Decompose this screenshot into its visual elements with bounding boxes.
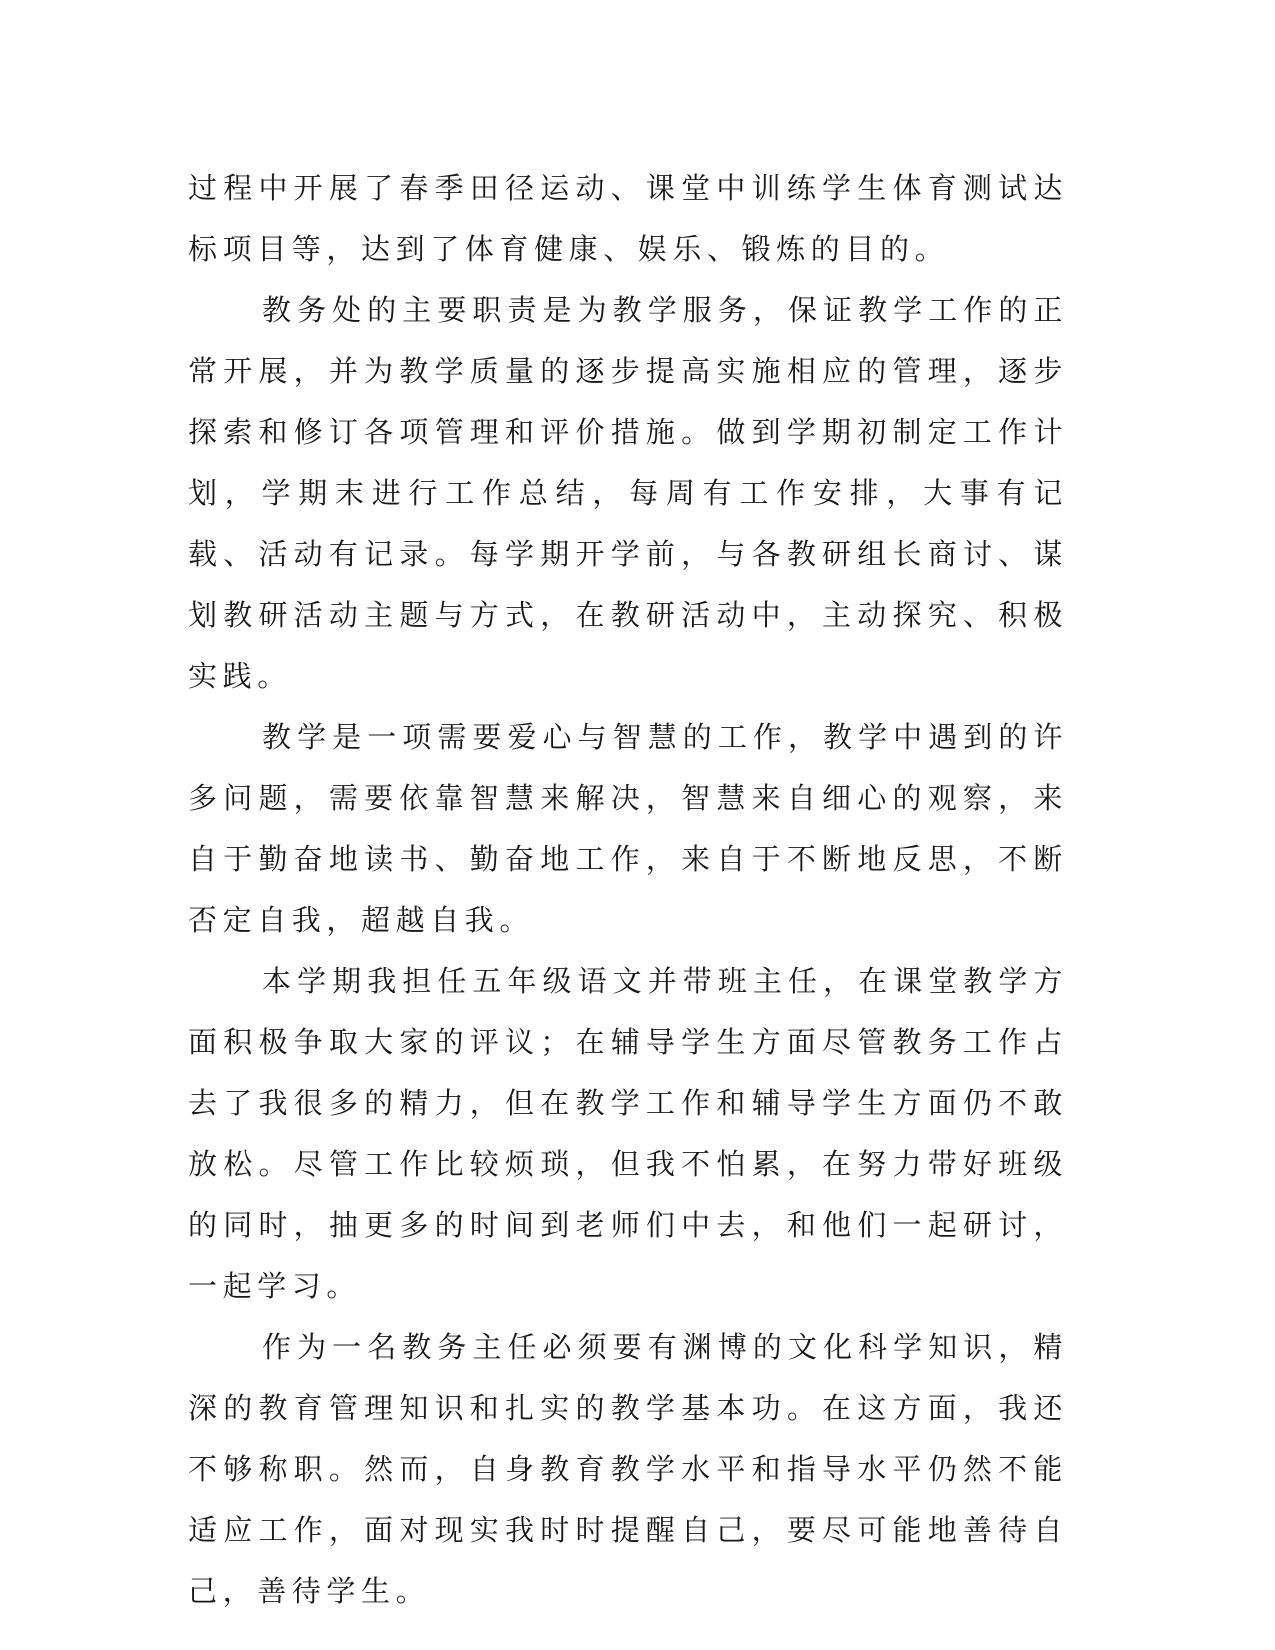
paragraph-2: 教务处的主要职责是为教学服务，保证教学工作的正常开展，并为教学质量的逐步提高实施相应的管理，逐步探索和修订各项管理和评价措施。做到学期初制定工作计划，学期末进行工作总结，每周有工作安排，大事有记载、活动有记录。每学期开学前，与各教研组长商讨、谋划教研活动主题与方式，在教研活动中，主动探究、积极实践。 [188,293,1068,693]
paragraph-3: 教学是一项需要爱心与智慧的工作，教学中遇到的许多问题，需要依靠智慧来解决，智慧来自细心的观察，来自于勤奋地读书、勤奋地工作，来自于不断地反思，不断否定自我，超越自我。 [188,720,1068,937]
document-body [188,158,1068,1622]
paragraph-1: 过程中开展了春季田径运动、课堂中训练学生体育测试达标项目等，达到了体育健康、娱乐、锻炼的目的。 [188,171,1068,266]
paragraph-4: 本学期我担任五年级语文并带班主任，在课堂教学方面积极争取大家的评议；在辅导学生方面尽管教务工作占去了我很多的精力，但在教学工作和辅导学生方面仍不敢放松。尽管工作比较烦琐，但我不怕累，在努力带好班级的同时，抽更多的时间到老师们中去，和他们一起研讨，一起学习。 [188,964,1068,1303]
paragraph-5: 作为一名教务主任必须要有渊博的文化科学知识，精深的教育管理知识和扎实的教学基本功。在这方面，我还不够称职。然而，自身教育教学水平和指导水平仍然不能适应工作，面对现实我时时提醒自己，要尽可能地善待自己，善待学生。 [188,1330,1068,1608]
